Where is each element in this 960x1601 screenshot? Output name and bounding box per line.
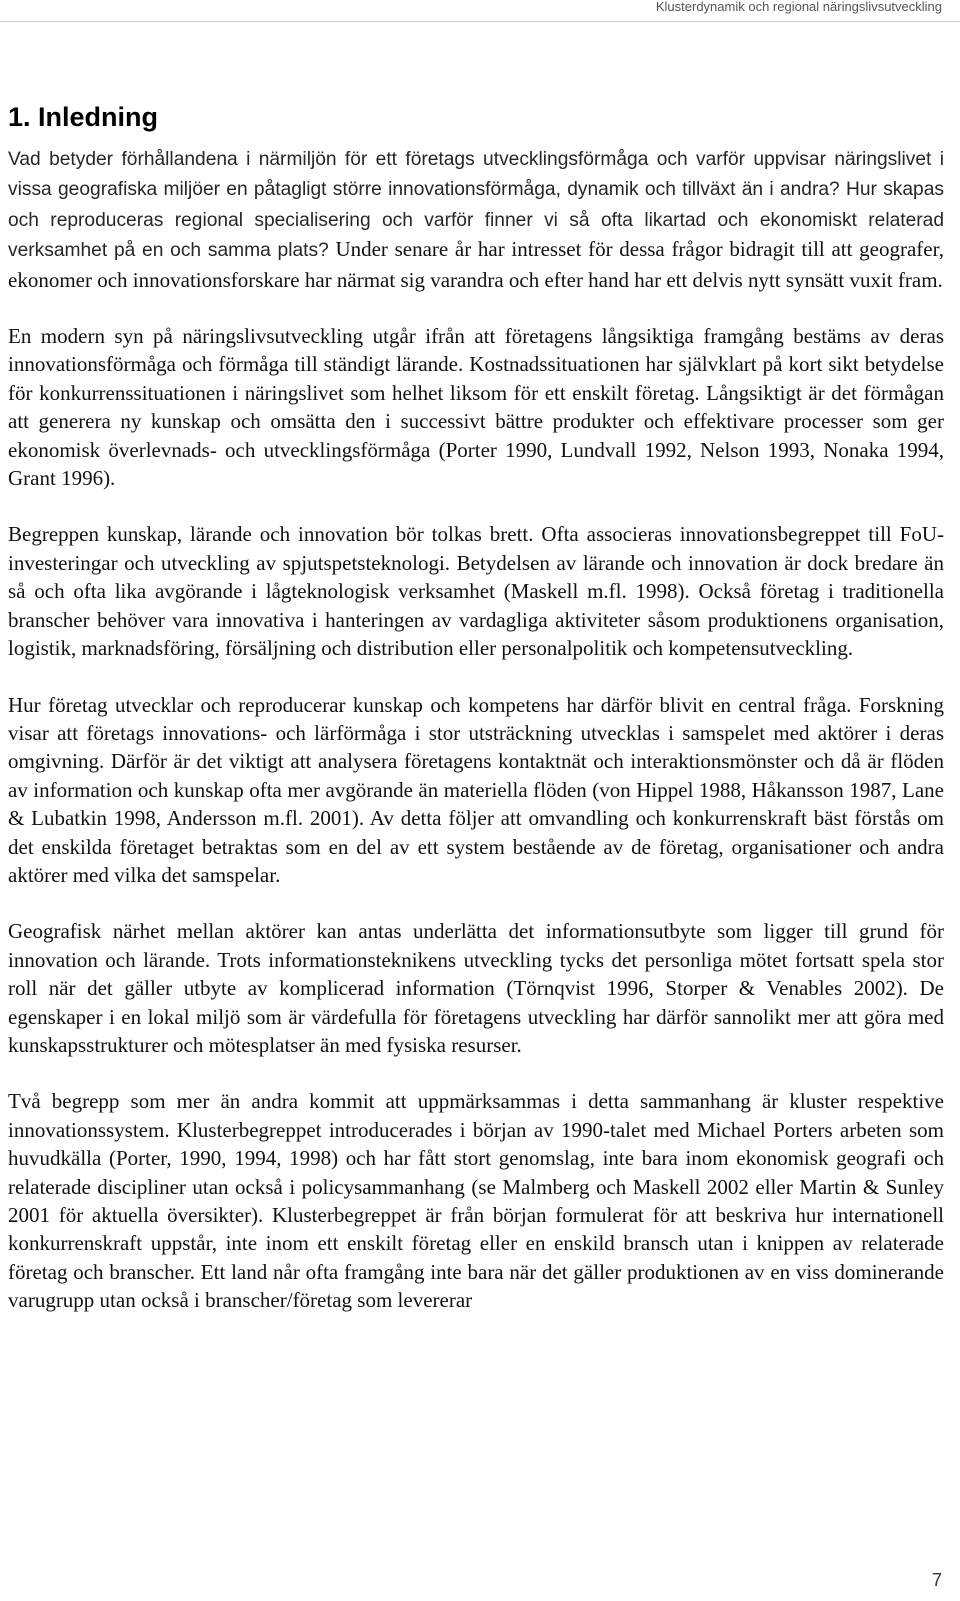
paragraph-2: En modern syn på näringslivsutveckling utgår ifrån att företagens långsiktiga framgång bestäms av deras innovationsförmåga och förmåga till ständigt lärande. Kostnadssituationen har självklart på kort sikt betydelse för konkurrenssituationen i näringslivet som helhet liksom för ett enskilt företag. Långsiktigt är det förmågan att generera ny kunskap och omsätta den i successivt bättre produkter och effektivare processer som ger ekonomisk överlevnads- och utvecklingsförmåga (Porter 1990, Lundvall 1992, Nelson 1993, Nonaka 1994, Grant 1996). [8, 324, 944, 491]
page-number: 7 [931, 1570, 942, 1590]
section-heading: 1. Inledning [8, 102, 159, 132]
paragraph-1 [8, 144, 944, 294]
paragraph-6: Två begrepp som mer än andra kommit att uppmärksammas i detta sammanhang är kluster respektive innovationssystem. Klusterbegreppet introducerades i början av 1990-talet med Michael Porters arbeten som huvudkälla (Porter, 1990, 1994, 1998) och har fått stort genomslag, inte bara inom ekonomisk geografi och relaterade discipliner utan också i policysammanhang (se Malmberg och Maskell 2002 eller Martin & Sunley 2001 för aktuella översikter). Klusterbegreppet är från början formulerat för att beskriva hur internationell konkurrenskraft uppstår, inte inom ett enskilt företag eller en enskild bransch utan i knippen av relaterade företag och branscher. Ett land når ofta framgång inte bara när det gäller produktionen av en viss dominerande varugrupp utan också i branscher/företag som levererar [8, 1089, 944, 1313]
paragraph-3: Begreppen kunskap, lärande och innovation bör tolkas brett. Ofta associeras innovationsbegreppet till FoU-investeringar och utveckling av spjutspetsteknologi. Betydelsen av lärande och innovation är dock bredare än så och ofta lika avgörande i lågteknologisk verksamhet (Maskell m.fl. 1998). Också företag i traditionella branscher behöver vara innovativa i hanteringen av vardagliga aktiviteter såsom produktionens organisation, logistik, marknadsföring, försäljning och distribution eller personalpolitik och kompetensutveckling. [8, 522, 944, 661]
running-header-title: Klusterdynamik och regional näringslivsutveckling [655, 0, 942, 14]
page-body [8, 96, 944, 1343]
paragraph-5: Geografisk närhet mellan aktörer kan antas underlätta det informationsutbyte som ligger till grund för innovation och lärande. Trots informationsteknikens utveckling tycks det personliga mötet fortsatt spela stor roll när det gäller utbyte av komplicerad information (Törnqvist 1996, Storper & Venables 2002). De egenskaper i en lokal miljö som är värdefulla för företagens utveckling har därför sannolikt mer att göra med kunskapsstrukturer och mötesplatser än med fysiska resurser. [8, 919, 944, 1057]
paragraph-1-lead: Vad betyder förhållandena i närmiljön för ett företags utvecklingsförmåga och varför uppvisar näringslivet i vissa geografiska miljöer en påtagligt större innovationsförmåga, dynamik och tillväxt än i andra? Hur skapas och reproduceras regional specialisering och varför finner vi så ofta likartad och ekonomiskt relaterad verksamhet på en och samma plats? [8, 149, 944, 262]
paragraph-4: Hur företag utvecklar och reproducerar kunskap och kompetens har därför blivit en central fråga. Forskning visar att företags innovations- och lärförmåga i stor utsträckning utvecklas i samspelet med aktörer i deras omgivning. Därför är det viktigt att analysera företagens kontaktnät och interaktionsmönster och då är flöden av information och kunskap ofta mer avgörande än materiella flöden (von Hippel 1988, Håkansson 1987, Lane & Lubatkin 1998, Andersson m.fl. 2001). Av detta följer att omvandling och konkurrenskraft bäst förstås om det enskilda företaget betraktas som en del av ett system bestående av de företag, organisationer och andra aktörer med vilka det samspelar. [8, 692, 944, 887]
paragraph-1-text: Under senare år har intresset för dessa frågor bidragit till att geografer, ekonomer och innovationsforskare har närmat sig varandra och efter hand har ett delvis nytt synsätt vuxit fram. [8, 237, 944, 292]
header-divider [0, 21, 960, 22]
